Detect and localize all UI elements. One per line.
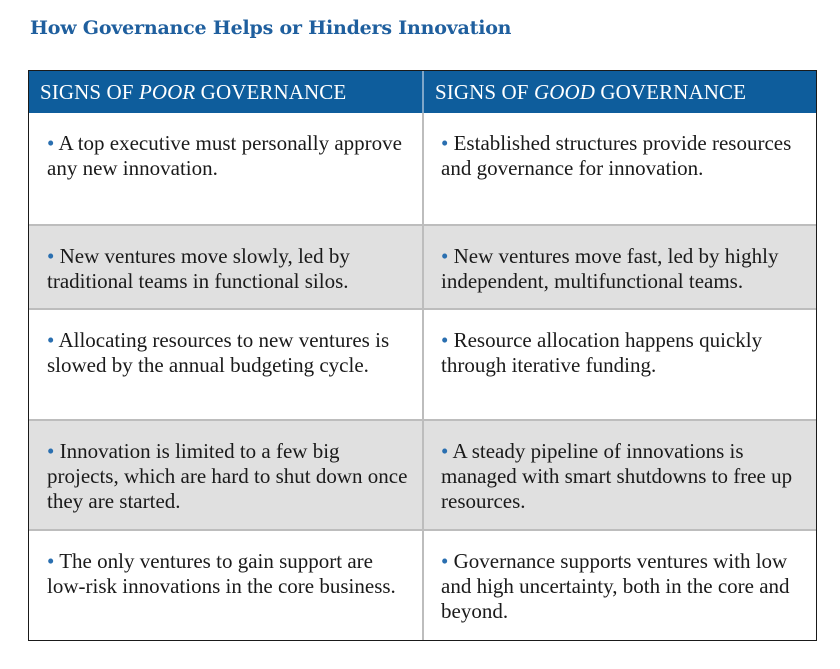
header-poor-prefix: SIGNS OF [40,80,139,104]
bullet-icon: • [441,549,449,573]
header-poor-suffix: GOVERNANCE [195,80,347,104]
header-good-governance [424,71,816,113]
cell-text: A steady pipeline of innovations is managed with smart shutdowns to free up resources. [441,439,793,513]
bullet-icon: • [441,328,449,352]
header-good-prefix: SIGNS OF [435,80,534,104]
bullet-icon: • [47,244,55,268]
cell-text: Established structures provide resources and governance for innovation. [441,131,792,180]
page-title: How Governance Helps or Hinders Innovation [30,17,512,39]
bullet-icon: • [47,549,55,573]
header-poor-governance [29,71,424,113]
header-good-emphasis: GOOD [533,80,595,104]
table-row [29,226,816,310]
table-row [29,531,816,640]
cell-text: Governance supports ventures with low and high uncertainty, both in the core and beyond. [441,549,790,623]
bullet-icon: • [441,244,449,268]
poor-governance-cell [29,226,424,308]
cell-text: Allocating resources to new ventures is slowed by the annual budgeting cycle. [47,328,390,377]
table-header [29,71,816,113]
cell-text: New ventures move slowly, led by traditional teams in functional silos. [47,244,350,293]
good-governance-cell [424,226,816,308]
poor-governance-cell [29,310,424,419]
bullet-icon: • [47,439,55,463]
table-row [29,310,816,421]
cell-text: New ventures move fast, led by highly independent, multifunctional teams. [441,244,779,293]
bullet-icon: • [47,131,55,155]
good-governance-cell [424,113,816,224]
poor-governance-cell [29,531,424,640]
bullet-icon: • [441,439,449,463]
cell-text: The only ventures to gain support are low-risk innovations in the core business. [47,549,396,598]
cell-text: Innovation is limited to a few big projects, which are hard to shut down once they are started. [47,439,408,513]
cell-text: Resource allocation happens quickly through iterative funding. [441,328,763,377]
header-good-suffix: GOVERNANCE [595,80,747,104]
table-row [29,421,816,531]
good-governance-cell [424,531,816,640]
good-governance-cell [424,310,816,419]
table-row [29,113,816,226]
good-governance-cell [424,421,816,529]
header-poor-emphasis: POOR [138,80,196,104]
cell-text: A top executive must personally approve any new innovation. [47,131,402,180]
bullet-icon: • [441,131,449,155]
poor-governance-cell [29,113,424,224]
bullet-icon: • [47,328,55,352]
governance-table [28,70,817,641]
poor-governance-cell [29,421,424,529]
